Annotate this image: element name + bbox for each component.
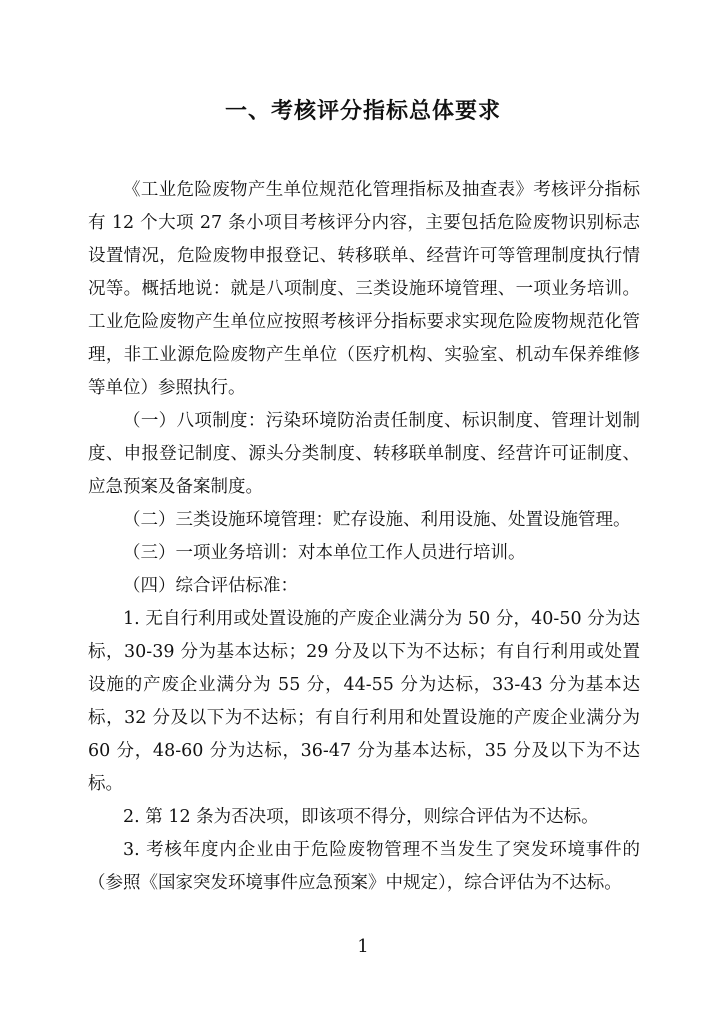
paragraph-lead: （四）综合评估标准： <box>123 576 298 596</box>
paragraph-criteria-3 <box>88 834 640 900</box>
paragraph-text: 污染环境防治责任制度、标识制度、管理计划制度、申报登记制度、源头分类制度、转移联单制度、经营许可证制度、应急预案及备案制度。 <box>88 411 641 497</box>
paragraph-criteria-2 <box>88 801 640 834</box>
paragraph-text: 贮存设施、利用设施、处置设施管理。 <box>333 510 631 530</box>
paragraph-intro <box>88 174 640 405</box>
paragraph-eight-systems <box>88 405 640 504</box>
page-number: 1 <box>357 936 369 957</box>
paragraph-text: 1. 无自行利用或处置设施的产废企业满分为 50 分，40-50 分为达标，30-39 分为基本达标；29 分及以下为不达标；有自行利用或处置设施的产废企业满分为 55 分，44-55 分为达标，33-43 分为基本达标，32 分及以下为不达标；有自行利用和处置设施的产废企业满分为 60 分，48-60 分为达标，36-47 分为基本达标，35 分及以下为不达标。 <box>88 609 640 794</box>
document-body <box>88 174 640 900</box>
paragraph-lead: （一）八项制度： <box>123 411 266 431</box>
paragraph-text: 《工业危险废物产生单位规范化管理指标及抽查表》考核评分指标有 12 个大项 27 条小项目考核评分内容，主要包括危险废物识别标志设置情况，危险废物申报登记、转移联单、经营许可等管理制度执行情况等。概括地说：就是八项制度、三类设施环境管理、一项业务培训。工业危险废物产生单位应按照考核评分指标要求实现危险废物规范化管理，非工业源危险废物产生单位（医疗机构、实验室、机动车保养维修等单位）参照执行。 <box>88 180 640 398</box>
page-title: 一、考核评分指标总体要求 <box>224 99 501 124</box>
paragraph-three-facilities <box>88 504 640 537</box>
paragraph-text: 对本单位工作人员进行培训。 <box>298 543 526 563</box>
paragraph-criteria-1 <box>88 603 640 801</box>
paragraph-training <box>88 537 640 570</box>
paragraph-lead: （三）一项业务培训： <box>123 543 298 563</box>
paragraph-evaluation-heading <box>88 570 640 603</box>
paragraph-lead: （二）三类设施环境管理： <box>123 510 333 530</box>
paragraph-text: 3. 考核年度内企业由于危险废物管理不当发生了突发环境事件的（参照《国家突发环境事件应急预案》中规定），综合评估为不达标。 <box>88 840 640 893</box>
paragraph-text: 2. 第 12 条为否决项，即该项不得分，则综合评估为不达标。 <box>123 807 599 827</box>
